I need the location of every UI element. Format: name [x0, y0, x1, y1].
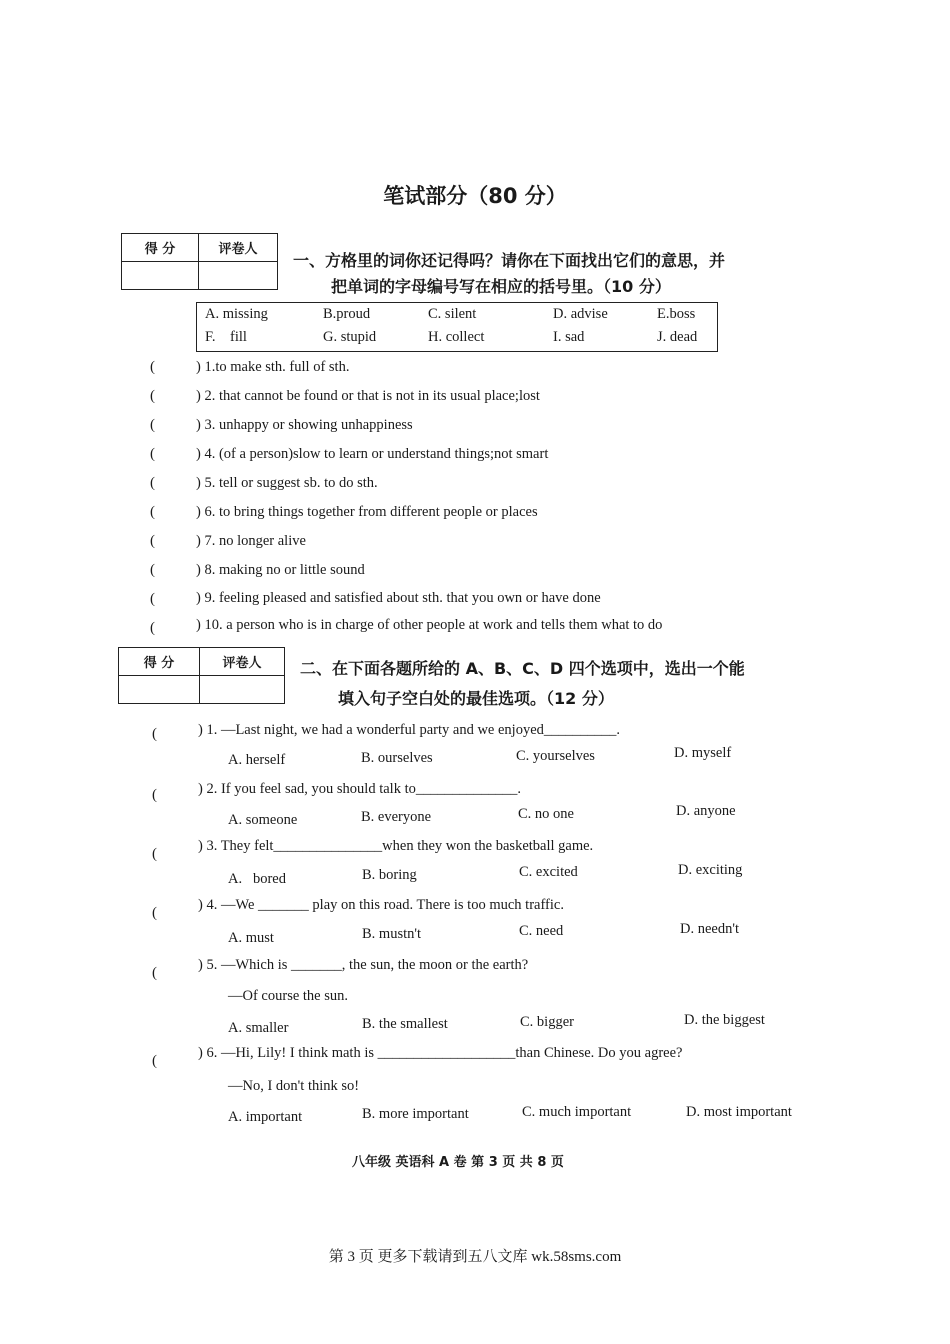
word: I. sad	[553, 329, 585, 345]
answer-paren[interactable]: (	[150, 417, 155, 433]
option-a[interactable]: A. someone	[228, 812, 298, 828]
question-stem: ) 6. —Hi, Lily! I think math is ___________________than Chinese. Do you agree?	[198, 1045, 683, 1061]
answer-paren[interactable]: (	[152, 905, 157, 921]
option-c[interactable]: C. much important	[522, 1104, 632, 1120]
answer-paren[interactable]: (	[150, 446, 155, 462]
list-item: ) 10. a person who is in charge of other people at work and tells them what to do	[196, 617, 663, 633]
list-item: ) 9. feeling pleased and satisfied about sth. that you own or have done	[196, 590, 601, 606]
answer-paren[interactable]: (	[150, 620, 155, 636]
option-b[interactable]: B. mustn't	[362, 926, 422, 942]
question-stem: ) 3. They felt_______________when they won the basketball game.	[198, 838, 594, 854]
option-c[interactable]: C. yourselves	[516, 748, 595, 764]
list-item: ) 7. no longer alive	[196, 533, 306, 549]
question-stem: ) 2. If you feel sad, you should talk to______________.	[198, 781, 521, 797]
word: G. stupid	[323, 329, 377, 345]
list-item: ) 4. (of a person)slow to learn or understand things;not smart	[196, 446, 549, 462]
option-d[interactable]: D. exciting	[678, 862, 743, 878]
option-a[interactable]: A. must	[228, 930, 274, 946]
word: F. fill	[205, 329, 247, 345]
option-d[interactable]: D. most important	[686, 1104, 792, 1120]
score-label: 得 分	[122, 234, 199, 262]
section1-heading-line2: 把单词的字母编号写在相应的括号里。（10 分）	[331, 277, 671, 296]
score-table-2	[118, 647, 285, 704]
section2-heading-line1: 二、在下面各题所给的 A、B、C、D 四个选项中，选出一个能	[300, 659, 745, 678]
score-table-1	[121, 233, 278, 290]
word: E.boss	[657, 306, 696, 322]
word: D. advise	[553, 306, 608, 322]
option-b[interactable]: B. boring	[362, 867, 417, 883]
download-note: 第 3 页 更多下载请到五八文库 wk.58sms.com	[328, 1249, 622, 1265]
word: A. missing	[205, 306, 268, 322]
grader-label: 评卷人	[199, 234, 278, 262]
grader-label: 评卷人	[200, 648, 285, 676]
option-c[interactable]: C. bigger	[520, 1014, 574, 1030]
question-stem: ) 5. —Which is _______, the sun, the moon or the earth?	[198, 957, 529, 973]
answer-paren[interactable]: (	[152, 726, 157, 742]
word: C. silent	[428, 306, 477, 322]
answer-paren[interactable]: (	[150, 591, 155, 607]
list-item: ) 5. tell or suggest sb. to do sth.	[196, 475, 378, 491]
option-a[interactable]: A. smaller	[228, 1020, 289, 1036]
question-stem: ) 4. —We _______ play on this road. There is too much traffic.	[198, 897, 564, 913]
list-item: ) 3. unhappy or showing unhappiness	[196, 417, 413, 433]
page-title: 笔试部分（80 分）	[383, 184, 567, 208]
grader-cell[interactable]	[199, 262, 278, 290]
list-item: ) 1.to make sth. full of sth.	[196, 359, 350, 375]
answer-paren[interactable]: (	[152, 965, 157, 981]
answer-paren[interactable]: (	[150, 504, 155, 520]
question-reply: —Of course the sun.	[228, 988, 349, 1004]
answer-paren[interactable]: (	[150, 388, 155, 404]
answer-paren[interactable]: (	[150, 475, 155, 491]
option-b[interactable]: B. more important	[362, 1106, 469, 1122]
page-footer: 八年级 英语科 A 卷 第 3 页 共 8 页	[352, 1155, 564, 1170]
answer-paren[interactable]: (	[152, 787, 157, 803]
option-a[interactable]: A. bored	[228, 871, 286, 887]
list-item: ) 6. to bring things together from different people or places	[196, 504, 538, 520]
score-label: 得 分	[119, 648, 200, 676]
question-stem: ) 1. —Last night, we had a wonderful party and we enjoyed__________.	[198, 722, 621, 738]
option-b[interactable]: B. the smallest	[362, 1016, 448, 1032]
option-d[interactable]: D. the biggest	[684, 1012, 765, 1028]
option-d[interactable]: D. anyone	[676, 803, 736, 819]
score-cell[interactable]	[122, 262, 199, 290]
option-d[interactable]: D. myself	[674, 745, 732, 761]
option-b[interactable]: B. ourselves	[361, 750, 433, 766]
grader-cell[interactable]	[200, 676, 285, 704]
option-b[interactable]: B. everyone	[361, 809, 432, 825]
word-box	[196, 302, 718, 352]
list-item: ) 2. that cannot be found or that is not in its usual place;lost	[196, 388, 540, 404]
section1-heading-line1: 一、方格里的词你还记得吗？请你在下面找出它们的意思，并	[293, 251, 726, 270]
answer-paren[interactable]: (	[152, 1053, 157, 1069]
answer-paren[interactable]: (	[150, 562, 155, 578]
option-a[interactable]: A. herself	[228, 752, 286, 768]
section1-heading	[293, 248, 725, 300]
option-d[interactable]: D. needn't	[680, 921, 739, 937]
option-a[interactable]: A. important	[228, 1109, 303, 1125]
list-item: ) 8. making no or little sound	[196, 562, 365, 578]
question-reply: —No, I don't think so!	[228, 1078, 360, 1094]
word: B.proud	[323, 306, 371, 322]
score-cell[interactable]	[119, 676, 200, 704]
word: H. collect	[428, 329, 485, 345]
word: J. dead	[657, 329, 698, 345]
section2-heading-line2: 填入句子空白处的最佳选项。（12 分）	[338, 689, 614, 708]
option-c[interactable]: C. need	[519, 923, 564, 939]
answer-paren[interactable]: (	[150, 533, 155, 549]
option-c[interactable]: C. no one	[518, 806, 574, 822]
section2-heading	[300, 656, 745, 712]
answer-paren[interactable]: (	[150, 359, 155, 375]
option-c[interactable]: C. excited	[519, 864, 578, 880]
answer-paren[interactable]: (	[152, 846, 157, 862]
